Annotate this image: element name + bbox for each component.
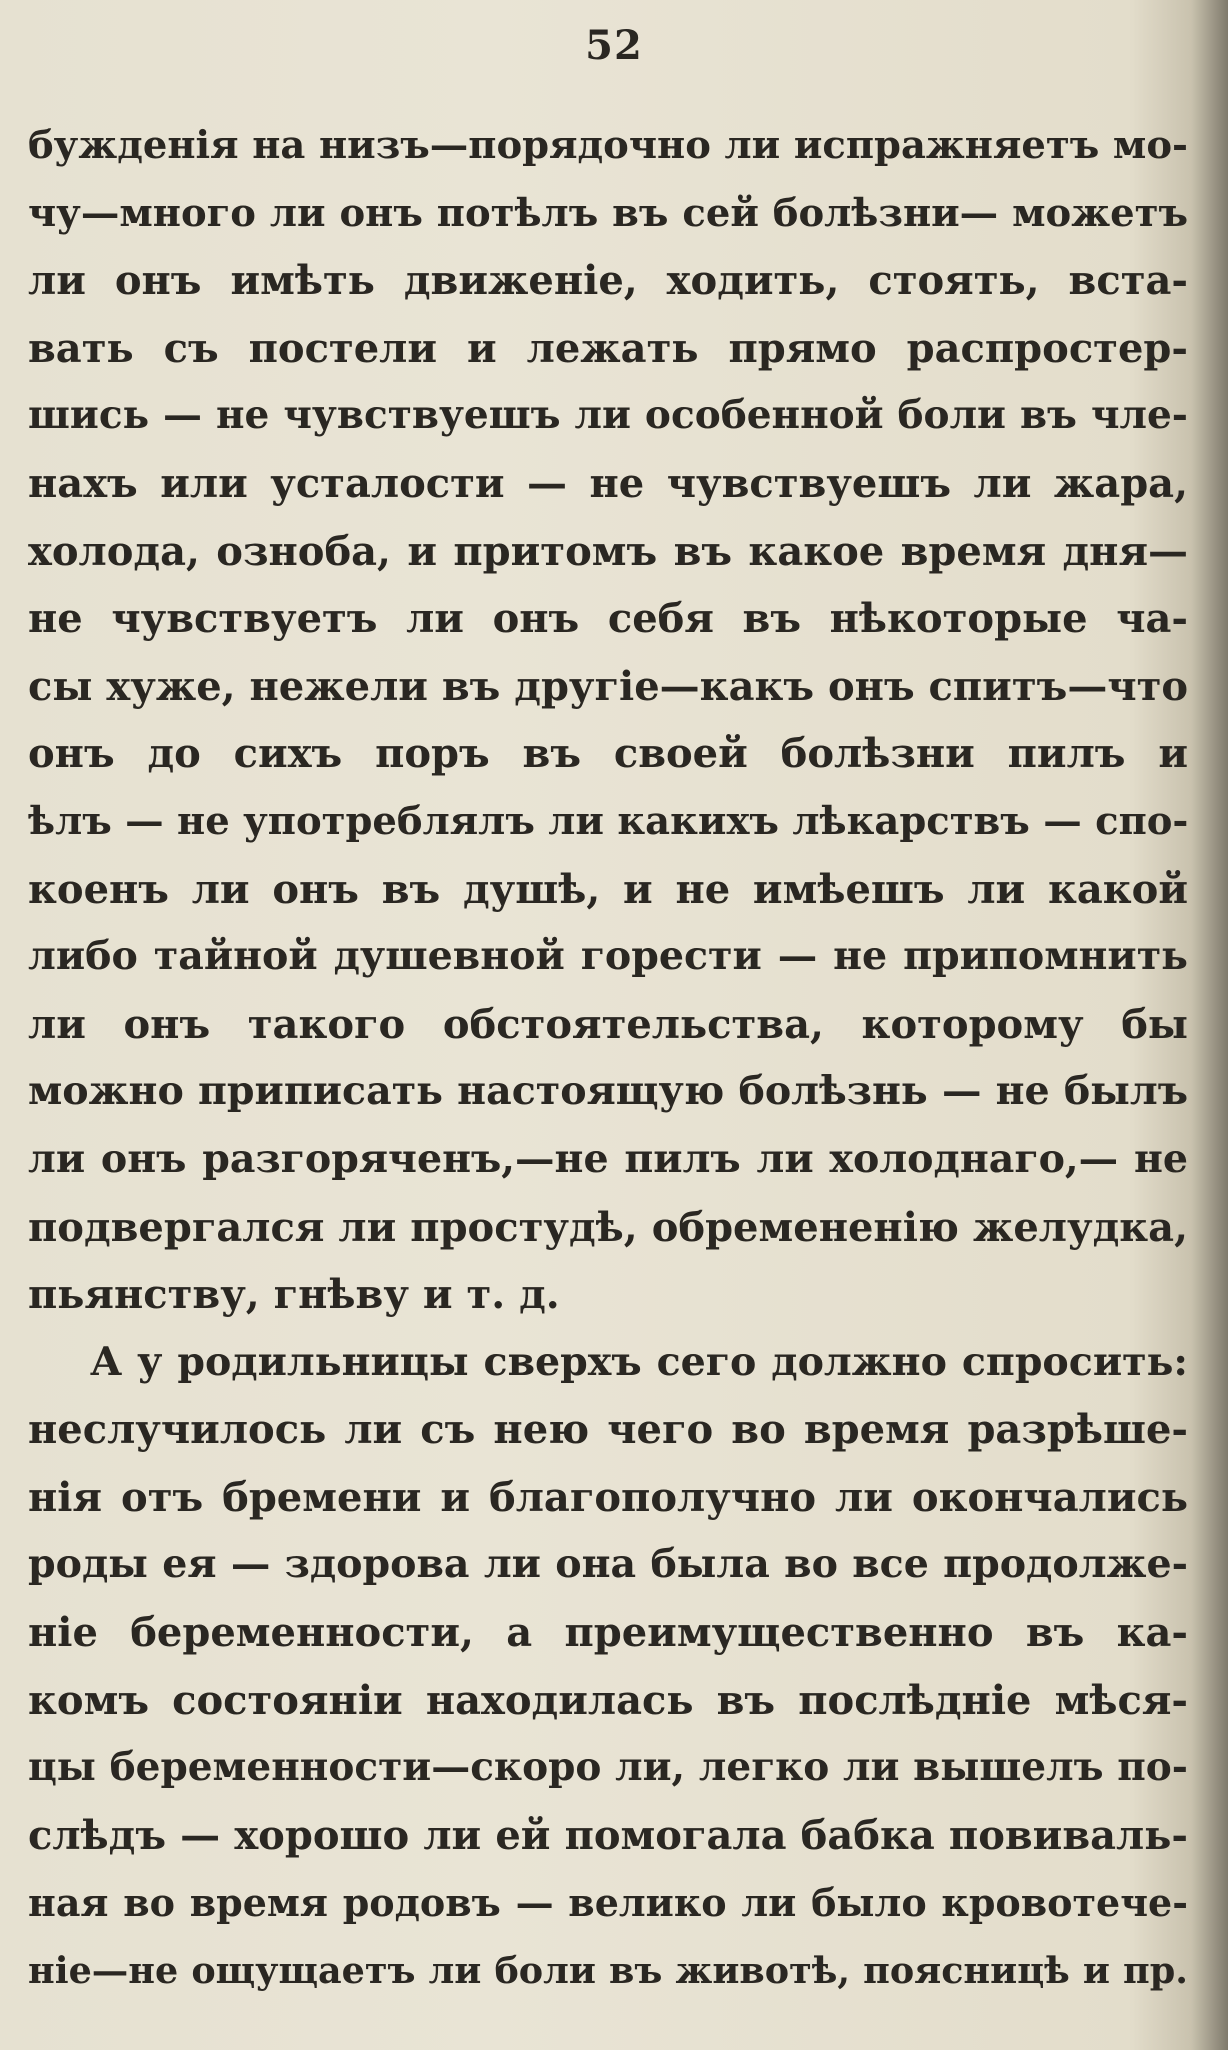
paragraph-2 (28, 1329, 1188, 2005)
text-line: вать съ постели и лежать прямо распростер- (28, 324, 1188, 372)
text-line: неслучилось ли съ нею чего во время разрѣше- (28, 1406, 1188, 1454)
text-line: ная во время родовъ — велико ли было кровотече- (28, 1880, 1188, 1926)
page-number: 52 (585, 22, 643, 69)
text-line: не чувствуетъ ли онъ себя въ нѣкоторые ча- (28, 595, 1188, 643)
paragraph-1 (28, 112, 1188, 1329)
text-line: пьянству, гнѣву и т. д. (28, 1271, 560, 1319)
text-line: можно приписать настоящую болѣзнь — не былъ (28, 1068, 1188, 1115)
text-line: ѣлъ — не употреблялъ ли какихъ лѣкарствъ — спо- (28, 798, 1189, 844)
text-line: ніе—не ощущаетъ ли боли въ животѣ, поясницѣ и пр. (28, 1949, 1188, 1993)
text-line: ли онъ такого обстоятельства, которому бы (28, 1000, 1188, 1048)
text-line: подвергался ли простудѣ, обремененію желудка, (28, 1203, 1188, 1251)
text-line: нія отъ бремени и благополучно ли окончались (28, 1473, 1188, 1521)
text-line: роды ея — здорова ли она была во все продолже- (28, 1541, 1188, 1588)
text-line: нахъ или усталости — не чувствуешъ ли жара, (28, 459, 1188, 507)
text-line: коенъ ли онъ въ душѣ, и не имѣешъ ли какой (28, 865, 1188, 913)
text-line: слѣдъ — хорошо ли ей помогала бабка повиваль- (28, 1811, 1188, 1859)
text-line: ли онъ имѣть движеніе, ходить, стоять, вста- (28, 257, 1188, 305)
text-line: цы беременности—скоро ли, легко ли вышелъ по- (28, 1744, 1188, 1791)
text-line: либо тайной душевной горести — не припомнить (28, 933, 1188, 980)
text-line: ли онъ разгоряченъ,—не пилъ ли холоднаго,— не (28, 1135, 1188, 1182)
text-line: ніе беременности, а преимущественно въ ка- (28, 1609, 1188, 1657)
text-line: чу—много ли онъ потѣлъ въ сей болѣзни— можетъ (28, 190, 1188, 236)
text-line: бужденія на низъ—порядочно ли испражняетъ мо- (28, 123, 1188, 168)
text-line: холода, озноба, и притомъ въ какое время дня— (28, 527, 1188, 575)
text-line: шись — не чувствуешъ ли особенной боли въ чле- (28, 392, 1188, 439)
text-line: сы хуже, нежели въ другіе—какъ онъ спитъ—что (28, 662, 1189, 710)
text-line: А у родильницы сверхъ сего должно спросить: (90, 1338, 1188, 1385)
text-line: онъ до сихъ поръ въ своей болѣзни пилъ и (28, 730, 1188, 778)
page-text (28, 112, 1188, 2005)
text-line: комъ состояніи находилась въ послѣдніе мѣся- (28, 1676, 1188, 1724)
